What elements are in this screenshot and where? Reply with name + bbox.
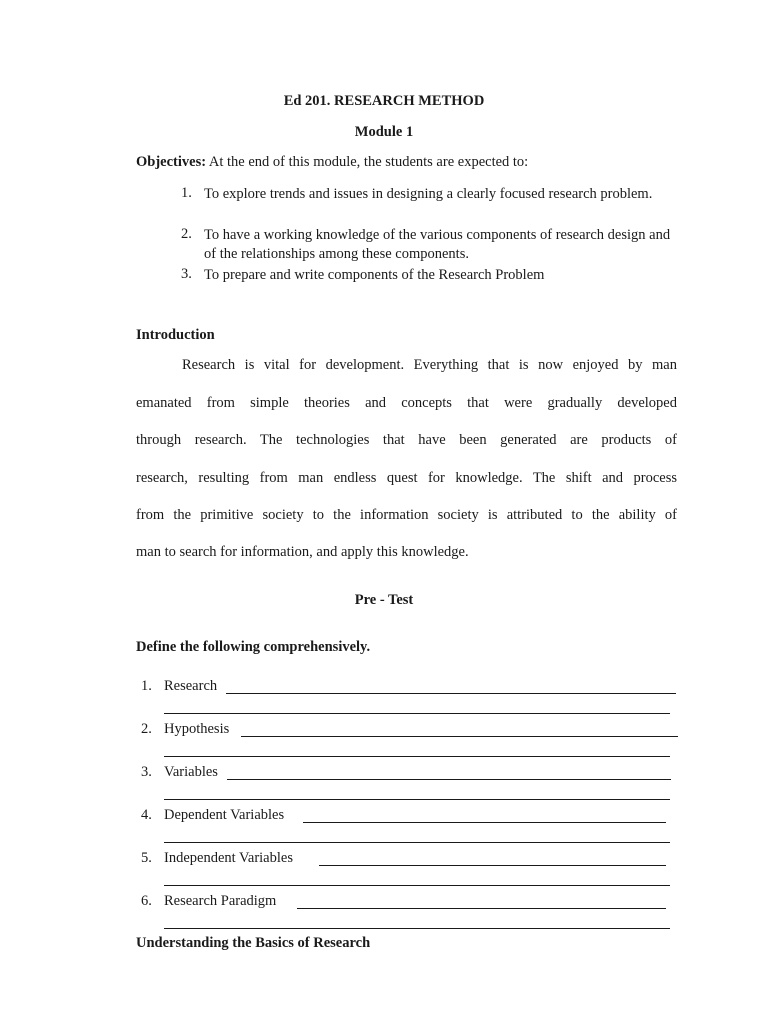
objective-item: To explore trends and issues in designing a clearly focused research problem.	[204, 186, 653, 202]
answer-line[interactable]	[164, 713, 670, 714]
pretest-item-number: 5.	[141, 850, 152, 866]
introduction-line: emanated from simple theories and concepts that were gradually developed	[136, 395, 677, 411]
pretest-item-number: 3.	[141, 764, 152, 780]
pretest-heading: Pre - Test	[354, 592, 414, 608]
pretest-item-label: Hypothesis	[164, 721, 230, 737]
section-heading: Understanding the Basics of Research	[136, 935, 371, 951]
pretest-item-label: Research Paradigm	[164, 893, 277, 909]
answer-line[interactable]	[164, 885, 670, 886]
pretest-instruction: Define the following comprehensively.	[136, 639, 371, 655]
introduction-line: from the primitive society to the information society is attributed to the ability of	[136, 507, 677, 523]
answer-line[interactable]	[164, 756, 670, 757]
objectives-lead: At the end of this module, the students are expected to:	[208, 154, 529, 170]
answer-line[interactable]	[226, 693, 676, 694]
pretest-item-number: 6.	[141, 893, 152, 909]
objectives-line	[136, 154, 528, 171]
pretest-item-label: Dependent Variables	[164, 807, 285, 823]
objective-item: To have a working knowledge of the various components of research design and of the relationships among these components.	[204, 227, 671, 262]
objective-item: To prepare and write components of the Research Problem	[204, 267, 545, 283]
objective-number: 1.	[181, 185, 192, 201]
answer-line[interactable]	[303, 822, 666, 823]
pretest-item-label: Independent Variables	[164, 850, 293, 866]
answer-line[interactable]	[319, 865, 666, 866]
introduction-line: research, resulting from man endless quest for knowledge. The shift and process	[136, 470, 677, 486]
module-title: Module 1	[354, 124, 414, 140]
introduction-line: man to search for information, and apply this knowledge.	[136, 544, 469, 560]
objective-number: 3.	[181, 266, 192, 282]
pretest-item-label: Research	[164, 678, 218, 694]
pretest-item-number: 1.	[141, 678, 152, 694]
objective-number: 2.	[181, 226, 192, 242]
introduction-line: Research is vital for development. Everything that is now enjoyed by man	[182, 357, 677, 373]
answer-line[interactable]	[164, 928, 670, 929]
answer-line[interactable]	[297, 908, 666, 909]
course-title: Ed 201. RESEARCH METHOD	[283, 93, 485, 109]
pretest-item-number: 2.	[141, 721, 152, 737]
introduction-line: through research. The technologies that have been generated are products of	[136, 432, 677, 448]
introduction-heading: Introduction	[136, 327, 215, 343]
pretest-item-number: 4.	[141, 807, 152, 823]
objectives-label: Objectives:	[136, 154, 207, 170]
answer-line[interactable]	[164, 799, 670, 800]
answer-line[interactable]	[227, 779, 671, 780]
answer-line[interactable]	[164, 842, 670, 843]
pretest-item-label: Variables	[164, 764, 218, 780]
answer-line[interactable]	[241, 736, 678, 737]
